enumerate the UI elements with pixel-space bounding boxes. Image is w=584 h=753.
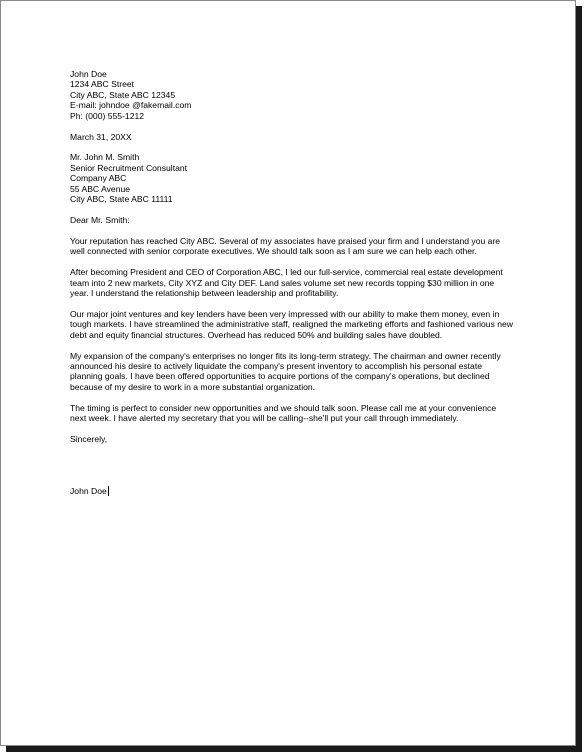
recipient-company: Company ABC	[70, 173, 127, 184]
body-paragraph: Your reputation has reached City ABC. Several of my associates have praised your firm and I understand you are well connected with senior corporate executives. We should talk soon as I am sure we can help each other.	[70, 235, 501, 257]
sender-street: 1234 ABC Street	[70, 79, 135, 90]
page-shadow-bottom	[6, 746, 582, 752]
salutation: Dear Mr. Smith:	[70, 214, 130, 225]
sender-phone: Ph: (000) 555-1212	[70, 110, 145, 121]
cover-letter	[70, 69, 514, 497]
recipient-street: 55 ABC Avenue	[70, 183, 131, 194]
recipient-title: Senior Recruitment Consultant	[70, 162, 188, 173]
sender-email: E-mail: johndoe @fakemail.com	[70, 100, 192, 111]
salutation-block	[70, 215, 514, 225]
body-paragraph: The timing is perfect to consider new opportunities and we should talk soon. Please call me at your convenience next week. I have alerted my secretary that you will be calling--she'll put your call through immediately.	[70, 402, 497, 424]
closing: Sincerely,	[70, 434, 108, 445]
sender-city-state: City ABC, State ABC 12345	[70, 89, 176, 100]
text-cursor	[108, 486, 109, 496]
page-shadow-right	[576, 6, 582, 752]
sender-address	[70, 69, 514, 121]
recipient-city-state: City ABC, State ABC 11111	[70, 194, 173, 205]
body-paragraph: Our major joint ventures and key lenders have been very impressed with our ability to make them money, even in tough markets. I have streamlined the administrative staff, realigned the marketing efforts and fashioned various new debt and equity financial structures. Overhead has reduced 50% and building sales have doubled.	[70, 308, 513, 340]
closing-block	[70, 434, 514, 444]
letter-date: March 31, 20XX	[70, 131, 132, 142]
sender-name: John Doe	[70, 69, 107, 79]
recipient-name: Mr. John M. Smith	[70, 152, 140, 163]
recipient-address	[70, 152, 514, 204]
letter-date-block	[70, 132, 514, 142]
signature-block[interactable]	[70, 486, 514, 496]
body-paragraph: My expansion of the company's enterprises no longer fits its long-term strategy. The chairman and owner recently announced his desire to actively liquidate the company's present inventory to accomplish his personal estate planning goals. I have been offered opportunities to acquire portions of the company's operations, but declined because of my desire to work in a more substantial organization.	[70, 350, 501, 392]
body-paragraph: After becoming President and CEO of Corporation ABC, I led our full-service, commercial real estate development team into 2 new markets, City XYZ and City DEF. Land sales volume set new records topping $30 million in one year. I understand the relationship between leadership and profitability.	[70, 267, 503, 298]
signature-name: John Doe	[70, 486, 107, 497]
